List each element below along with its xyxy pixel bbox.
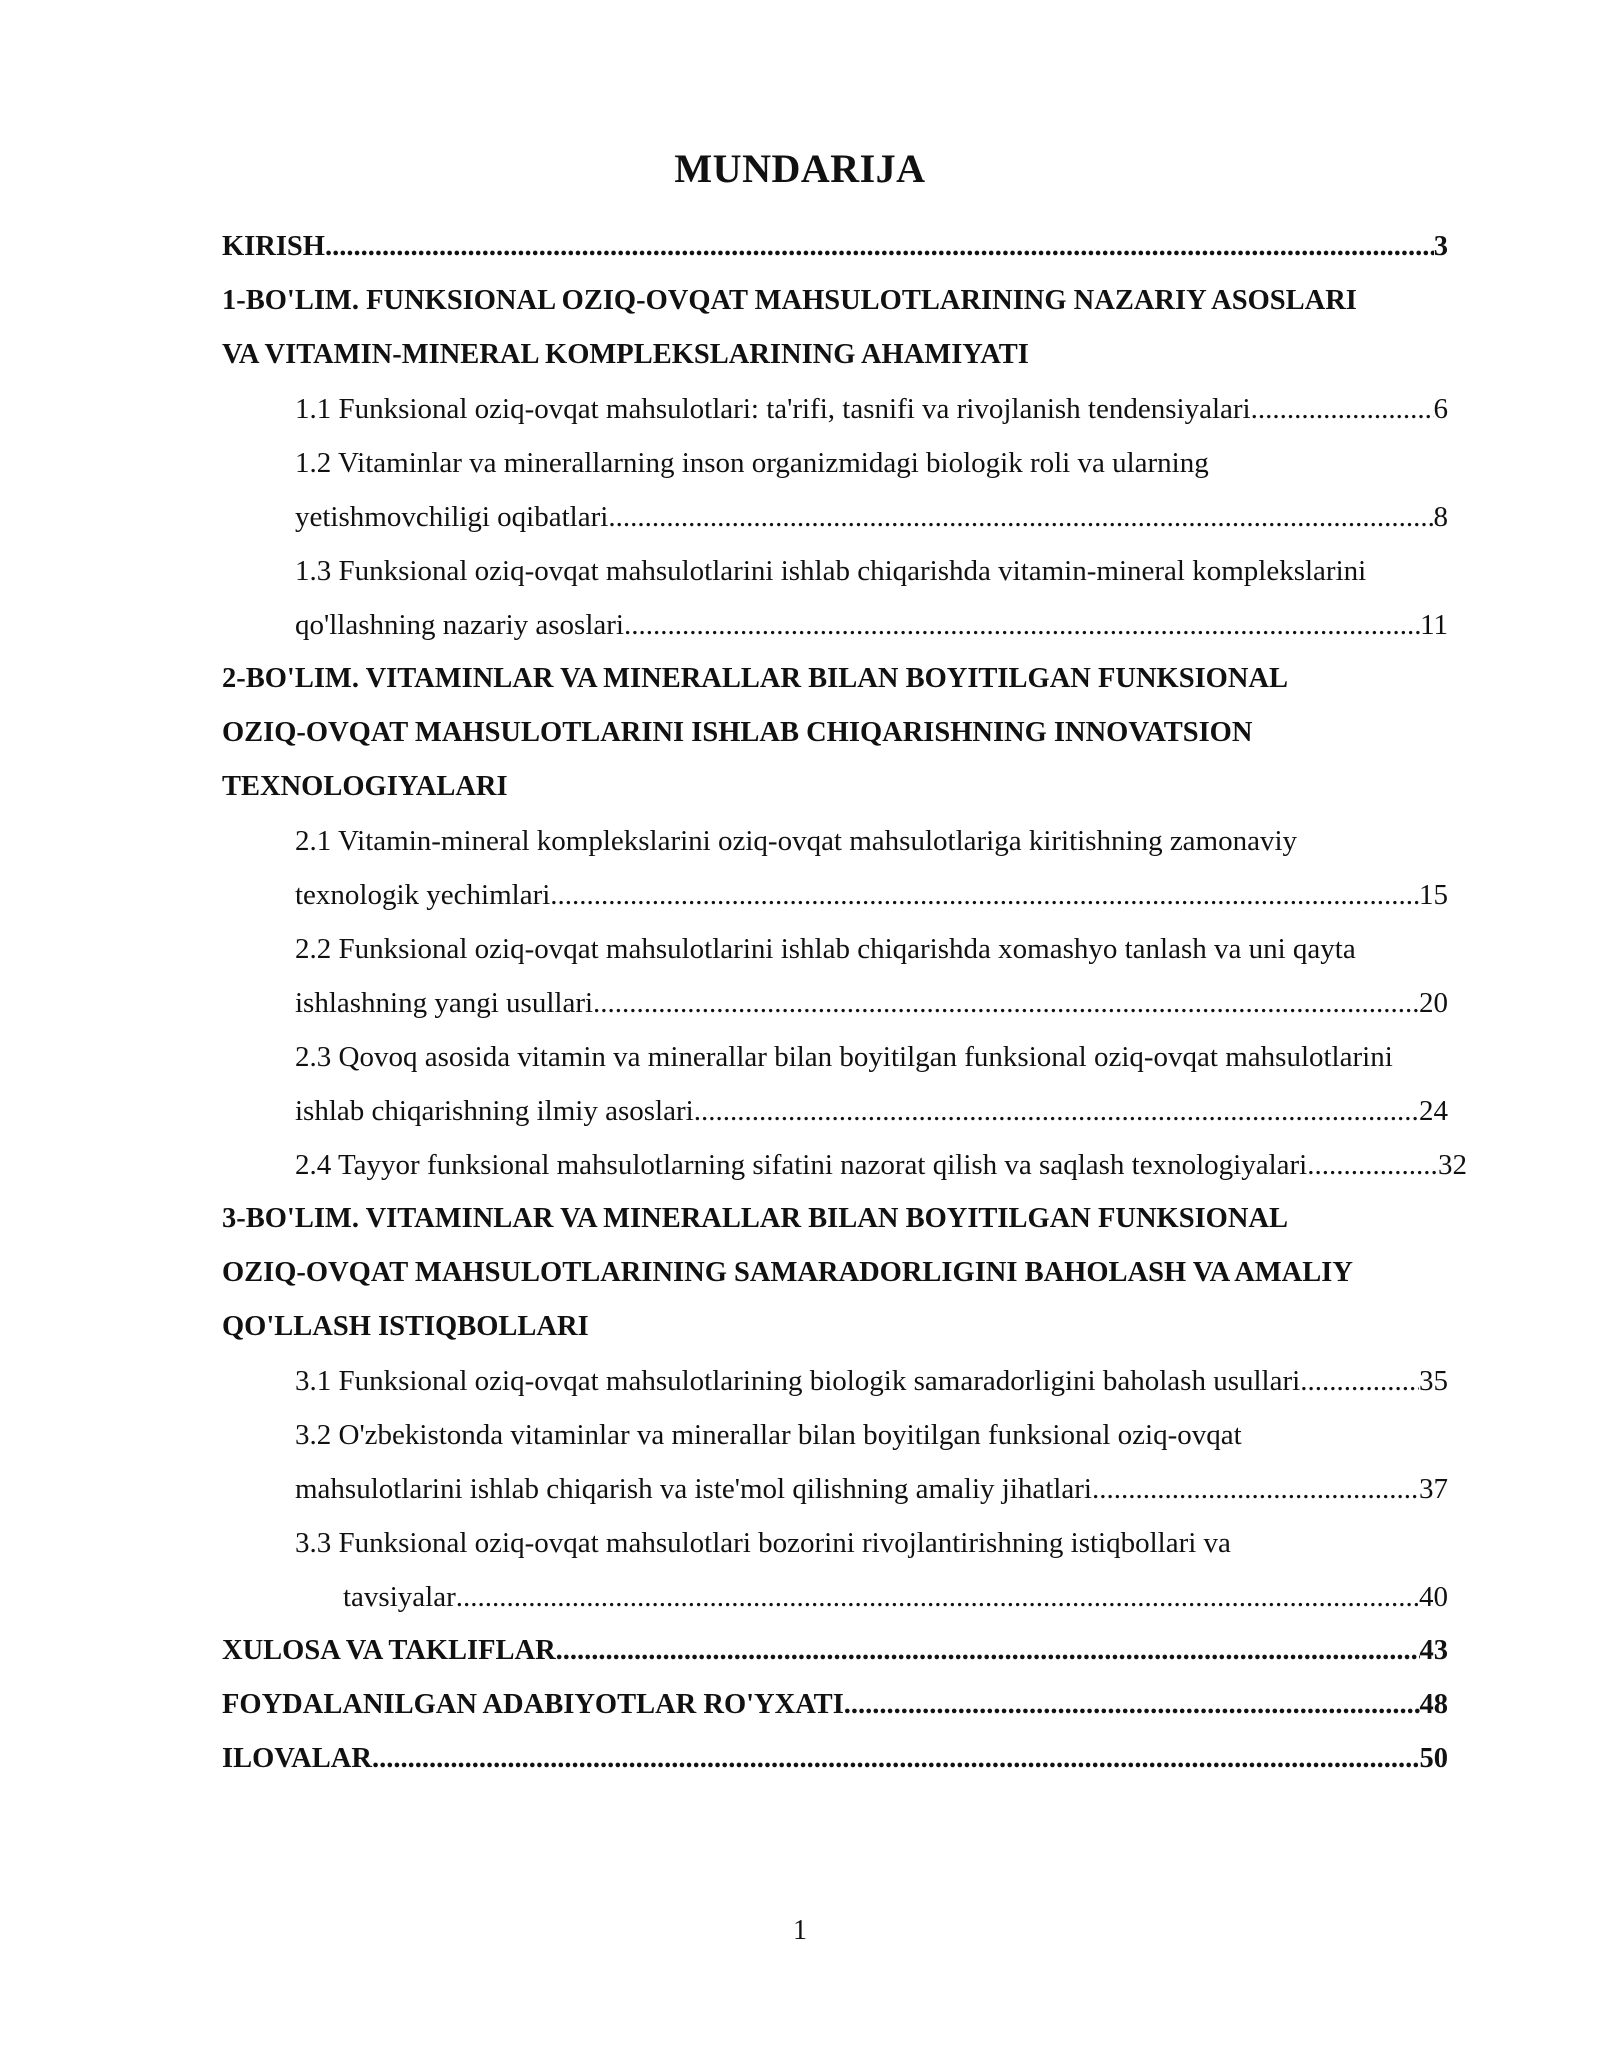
toc-chapter-2-heading[interactable]: 2-BO'LIM. VITAMINLAR VA MINERALLAR BILAN BOYITILGAN FUNKSIONAL	[222, 663, 1289, 694]
toc-entry-2-1[interactable]: 2.1 Vitamin-mineral komplekslarini oziq-ovqat mahsulotlariga kiritishning zamonaviy	[295, 825, 1298, 857]
toc-entry-1-3-cont[interactable]: qo'llashning nazariy asoslari ..... 11	[295, 598, 1448, 652]
toc-entry-2-1-cont[interactable]: texnologik yechimlari ..... 15	[295, 868, 1448, 922]
toc-chapter-3-heading-cont[interactable]: QO'LLASH ISTIQBOLLARI	[222, 1311, 589, 1342]
page-title: MUNDARIJA	[674, 146, 926, 191]
toc-entry-1-2[interactable]: 1.2 Vitaminlar va minerallarning inson organizmidagi biologik roli va ularning	[295, 447, 1209, 479]
toc-entry-2-3[interactable]: 2.3 Qovoq asosida vitamin va minerallar bilan boyitilgan funksional oziq-ovqat mahsulotlarini	[295, 1041, 1393, 1073]
toc-leader-dots	[624, 598, 1420, 652]
toc-entry-1-1[interactable]: 1.1 Funksional oziq-ovqat mahsulotlari: ta'rifi, tasnifi va rivojlanish tendensiyalari ..... 6	[295, 382, 1448, 436]
toc-leader-dots	[556, 1624, 1420, 1678]
toc-entry-text: KIRISH	[222, 231, 325, 262]
toc-chapter-1-heading-cont[interactable]: VA VITAMIN-MINERAL KOMPLEKSLARINING AHAMIYATI	[222, 339, 1029, 370]
toc-entry-2-4[interactable]: 2.4 Tayyor funksional mahsulotlarning sifatini nazorat qilish va saqlash texnologiyalari ..... 32	[295, 1138, 1467, 1192]
toc-entry-ilovalar[interactable]: ILOVALAR ..... 50	[222, 1732, 1448, 1786]
toc-page-number: 3	[1433, 231, 1448, 262]
toc-leader-dots	[844, 1678, 1420, 1732]
toc-entry-3-2-cont[interactable]: mahsulotlarini ishlab chiqarish va iste'mol qilishning amaliy jihatlari ..... 37	[295, 1462, 1448, 1516]
toc-entry-3-3[interactable]: 3.3 Funksional oziq-ovqat mahsulotlari bozorini rivojlantirishning istiqbollari va	[295, 1527, 1231, 1559]
toc-chapter-3-heading-cont[interactable]: OZIQ-OVQAT MAHSULOTLARINING SAMARADORLIGINI BAHOLASH VA AMALIY	[222, 1257, 1353, 1288]
toc-entry-3-2[interactable]: 3.2 O'zbekistonda vitaminlar va minerallar bilan boyitilgan funksional oziq-ovqat	[295, 1419, 1242, 1451]
toc-entry-1-2-cont[interactable]: yetishmovchiligi oqibatlari ..... 8	[295, 490, 1448, 544]
toc-chapter-1-heading[interactable]: 1-BO'LIM. FUNKSIONAL OZIQ-OVQAT MAHSULOTLARINING NAZARIY ASOSLARI	[222, 285, 1357, 316]
toc-leader-dots	[550, 868, 1419, 922]
toc-leader-dots	[1092, 1462, 1419, 1516]
toc-leader-dots	[593, 976, 1419, 1030]
toc-entry-xulosa[interactable]: XULOSA VA TAKLIFLAR ..... 43	[222, 1624, 1448, 1678]
toc-entry-2-2-cont[interactable]: ishlashning yangi usullari ..... 20	[295, 976, 1448, 1030]
toc-leader-dots	[1300, 1354, 1419, 1408]
toc-leader-dots	[372, 1732, 1420, 1786]
toc-chapter-2-heading-cont[interactable]: TEXNOLOGIYALARI	[222, 771, 508, 802]
toc-entry-2-2[interactable]: 2.2 Funksional oziq-ovqat mahsulotlarini ishlab chiqarishda xomashyo tanlash va uni qayta	[295, 933, 1356, 965]
toc-leader-dots	[325, 220, 1434, 274]
page-number: 1	[793, 1915, 807, 1946]
toc-entry-1-3[interactable]: 1.3 Funksional oziq-ovqat mahsulotlarini ishlab chiqarishda vitamin-mineral komplekslarini	[295, 555, 1367, 587]
toc-chapter-3-heading[interactable]: 3-BO'LIM. VITAMINLAR VA MINERALLAR BILAN BOYITILGAN FUNKSIONAL	[222, 1203, 1289, 1234]
toc-entry-adabiyotlar[interactable]: FOYDALANILGAN ADABIYOTLAR RO'YXATI ..... 48	[222, 1678, 1448, 1732]
toc-leader-dots	[1307, 1138, 1438, 1192]
toc-leader-dots	[456, 1570, 1419, 1624]
toc-entry-2-3-cont[interactable]: ishlab chiqarishning ilmiy asoslari ..... 24	[295, 1084, 1448, 1138]
toc-entry-3-3-cont[interactable]: tavsiyalar ..... 40	[343, 1570, 1448, 1624]
toc-entry-kirish[interactable]	[222, 220, 1448, 274]
toc-leader-dots	[1251, 382, 1434, 436]
toc-leader-dots	[694, 1084, 1419, 1138]
toc-chapter-2-heading-cont[interactable]: OZIQ-OVQAT MAHSULOTLARINI ISHLAB CHIQARISHNING INNOVATSION	[222, 717, 1253, 748]
toc-entry-3-1[interactable]: 3.1 Funksional oziq-ovqat mahsulotlarining biologik samaradorligini baholash usullari ..... 35	[295, 1354, 1448, 1408]
toc-leader-dots	[608, 490, 1433, 544]
